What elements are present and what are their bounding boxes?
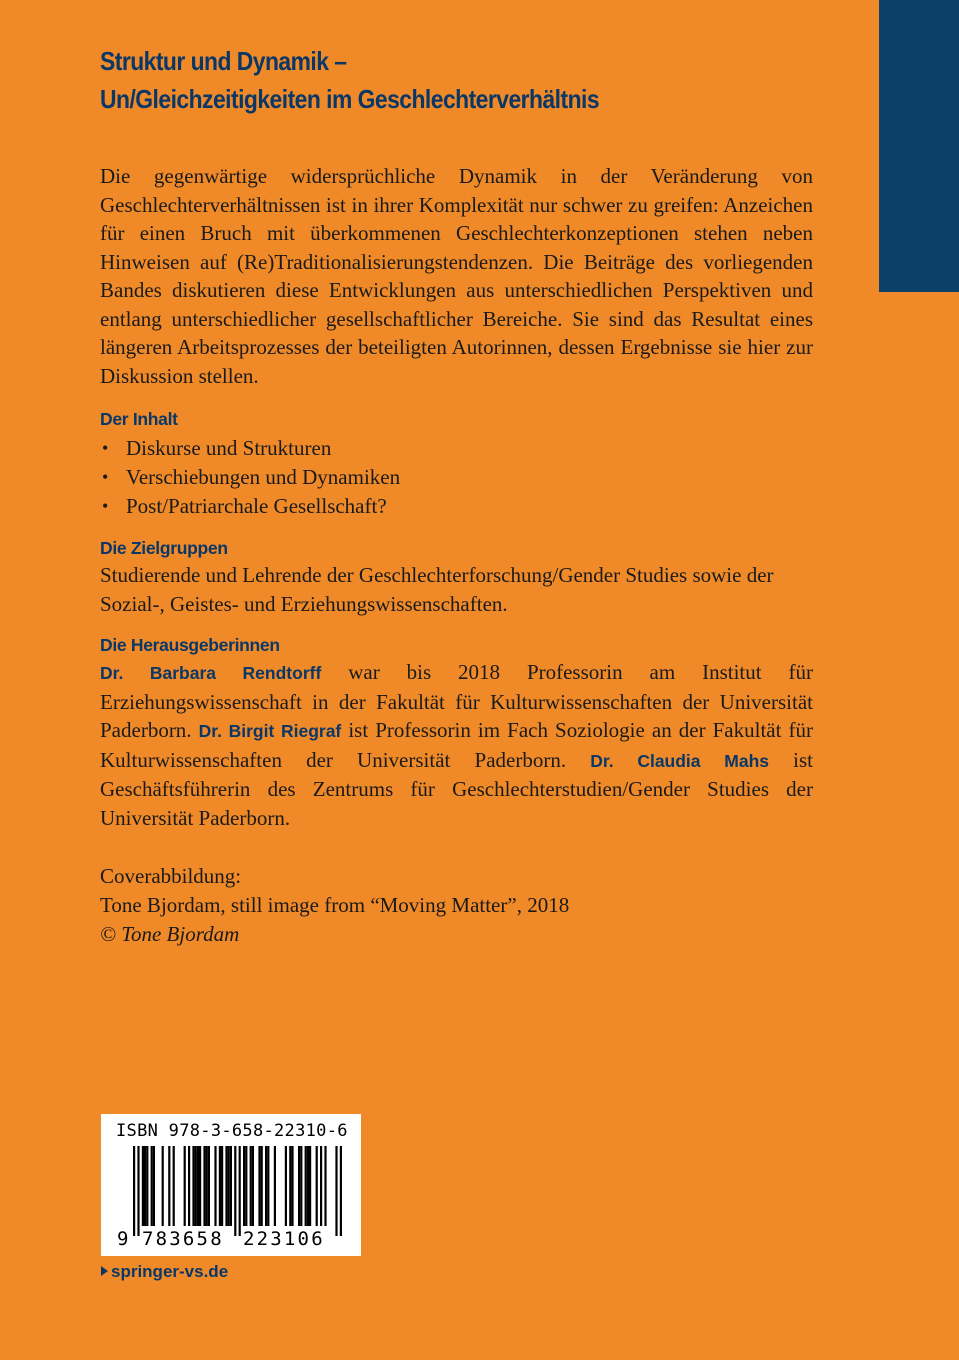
barcode-bar (142, 1146, 144, 1226)
barcode-bar (221, 1146, 223, 1226)
barcode-bar (144, 1146, 146, 1226)
publisher-website-link[interactable] (101, 1262, 228, 1282)
barcode-bar (316, 1146, 318, 1226)
barcode-bar (206, 1146, 208, 1226)
barcode-bar (208, 1146, 210, 1226)
herausgeberinnen-text (100, 658, 813, 832)
barcode-bar (173, 1146, 175, 1226)
editor-bio-2: ist Professorin im Fach Soziologie an der Fakultät für Kulturwissenschaften der Universität Paderborn. (100, 718, 813, 772)
editor-name-2: Dr. Birgit Riegraf (198, 721, 342, 741)
list-item-label: Diskurse und Strukturen (126, 436, 332, 460)
book-title (100, 42, 727, 118)
bullet-icon: • (102, 438, 109, 458)
inhalt-heading: Der Inhalt (100, 409, 178, 429)
cover-copyright: © Tone Bjordam (100, 922, 240, 946)
barcode-bar (245, 1146, 247, 1226)
barcode-bar (225, 1146, 227, 1226)
barcode-bar (320, 1146, 322, 1226)
barcode-bar (151, 1146, 153, 1226)
spine-color-band (879, 0, 959, 292)
barcode-bar (340, 1146, 342, 1236)
barcode-bar (195, 1146, 197, 1226)
section-zielgruppen (100, 535, 813, 618)
arrow-right-icon (101, 1266, 108, 1276)
inhalt-list (100, 434, 813, 521)
intro-paragraph: Die gegenwärtige widersprüchliche Dynamik in der Veränderung von Geschlechterverhältnissen ist in ihrer Komplexität nur schwer zu greifen: Anzeichen für einen Bruch mit überkommenen Geschlechterkonzeptionen stehen neben Hinweisen auf (Re)Traditionalisierungstendenzen. Die Beiträge des vorliegenden Bandes diskutieren diese Entwicklungen aus unterschiedlichen Perspektiven und entlang unterschiedlicher gesellschaftlicher Bereiche. Sie sind das Resultat eines längeren Arbeitsprozesses der beteiligten Autorinnen, dessen Ergebnisse sie hier zur Diskussion stellen. (100, 164, 813, 388)
list-item (100, 492, 813, 521)
barcode-bar (146, 1146, 148, 1226)
editor-bio-3: ist Geschäftsführerin des Zentrums für Geschlechterstudien/Gender Studies der Universität Paderborn. (100, 747, 813, 830)
barcode-bar (261, 1146, 263, 1226)
barcode-bar (228, 1146, 230, 1226)
barcode-bar (153, 1146, 155, 1226)
section-herausgeberinnen (100, 632, 813, 832)
herausgeberinnen-heading: Die Herausgeberinnen (100, 635, 280, 655)
barcode-bar (239, 1146, 241, 1236)
barcode-bar (184, 1146, 186, 1226)
barcode-bar (214, 1146, 216, 1226)
barcode-bar (309, 1146, 311, 1226)
bullet-icon: • (102, 496, 109, 516)
list-item-label: Post/Patriarchale Gesellschaft? (126, 494, 387, 518)
cover-credit-text: Tone Bjordam, still image from “Moving Matter”, 2018 (100, 893, 570, 917)
barcode-bar (298, 1146, 300, 1226)
ean-left-digits: 783658 (142, 1228, 224, 1250)
list-item (100, 463, 813, 492)
ean-right-digits: 223106 (243, 1228, 325, 1250)
barcode-bar (133, 1146, 135, 1236)
ean-first-digit: 9 (117, 1228, 129, 1250)
zielgruppen-text: Studierende und Lehrende der Geschlechterforschung/Gender Studies sowie der Sozial-, Geistes- und Erziehungswissenschaften. (100, 563, 774, 616)
barcode-bar (230, 1146, 232, 1226)
title-line-1: Struktur und Dynamik – (100, 46, 347, 76)
barcode-bar (243, 1146, 245, 1226)
barcode-bar (274, 1146, 276, 1226)
section-inhalt (100, 406, 813, 521)
editor-name-3: Dr. Claudia Mahs (590, 750, 770, 771)
barcode-bar (300, 1146, 302, 1226)
barcode-bar (168, 1146, 170, 1226)
isbn-label: ISBN 978-3-658-22310-6 (116, 1121, 348, 1141)
cover-credit (100, 862, 813, 949)
barcode-bar (335, 1146, 337, 1236)
barcode-bar (258, 1146, 260, 1226)
list-item (100, 434, 813, 463)
barcode-bar (267, 1146, 269, 1226)
title-line-2: Un/Gleichzeitigkeiten im Geschlechterverhältnis (100, 84, 600, 114)
barcode-bar (192, 1146, 194, 1226)
barcode-bar (188, 1146, 190, 1226)
barcode-bar (203, 1146, 205, 1226)
website-label: springer-vs.de (111, 1262, 229, 1281)
barcode-bar (197, 1146, 199, 1226)
barcode-bar (137, 1146, 139, 1236)
back-cover-content (100, 42, 813, 949)
barcode-bar (291, 1146, 293, 1226)
barcode-bar (162, 1146, 164, 1226)
isbn-barcode (101, 1114, 361, 1256)
barcode-bar (234, 1146, 236, 1236)
barcode-bar (324, 1146, 326, 1226)
zielgruppen-heading: Die Zielgruppen (100, 538, 228, 558)
barcode-bar (219, 1146, 221, 1226)
barcode-bar (250, 1146, 252, 1226)
cover-label: Coverabbildung: (100, 864, 242, 888)
barcode-bar (307, 1146, 309, 1226)
barcode-bar (305, 1146, 307, 1226)
bullet-icon: • (102, 467, 109, 487)
barcode-bar (289, 1146, 291, 1226)
editor-bio-1: war bis 2018 Professorin am Institut für Erziehungswissenschaft in der Fakultät für Kulturwissenschaften der Universität Paderborn. (100, 660, 814, 742)
barcode-bar (252, 1146, 254, 1226)
barcode-bar (285, 1146, 287, 1226)
list-item-label: Verschiebungen und Dynamiken (126, 465, 401, 489)
barcode-bar (199, 1146, 201, 1226)
editor-name-1: Dr. Barbara Rendtorff (100, 663, 322, 683)
barcode-bar (265, 1146, 267, 1226)
